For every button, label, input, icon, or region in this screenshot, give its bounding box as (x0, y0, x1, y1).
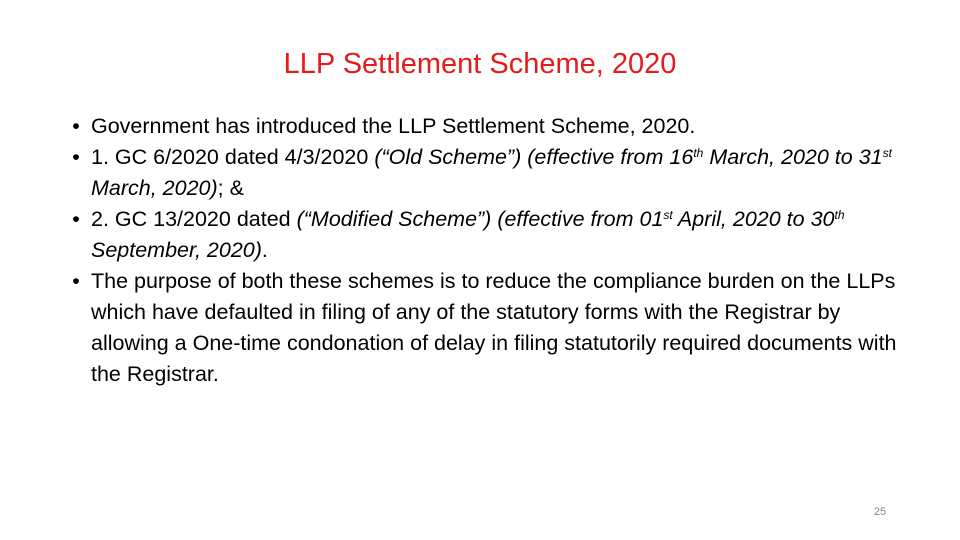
bullet-text: The purpose of both these schemes is to reduce the compliance burden on the LLPs which have defaulted in filing of any of the statutory forms with the Registrar by allowing a One-time condonation of delay in filing statutorily required documents with the Registrar. (91, 269, 897, 386)
ordinal-suffix: th (834, 208, 845, 222)
bullet-text-italic: (“Old Scheme”) (effective from 16 (374, 145, 694, 169)
bullet-item (60, 111, 910, 142)
bullet-item (60, 266, 910, 390)
bullet-text: . (261, 238, 268, 262)
bullet-text: 2. GC 13/2020 dated (91, 207, 297, 231)
ordinal-suffix: st (882, 146, 892, 160)
bullet-list (60, 111, 910, 390)
page-number: 25 (873, 506, 887, 518)
slide-title: LLP Settlement Scheme, 2020 (283, 48, 677, 80)
ordinal-suffix: st (663, 208, 673, 222)
bullet-item (60, 142, 910, 204)
bullet-marker: • (72, 207, 80, 231)
bullet-text-italic: March, 2020) (91, 176, 218, 200)
bullet-text-italic: September, 2020) (91, 238, 262, 262)
bullet-text: Government has introduced the LLP Settlement Scheme, 2020. (91, 114, 696, 138)
bullet-item (60, 204, 910, 266)
bullet-text-italic: March, 2020 to 31 (703, 145, 883, 169)
bullet-text: 1. GC 6/2020 dated 4/3/2020 (91, 145, 375, 169)
ordinal-suffix: th (693, 146, 704, 160)
bullet-text-italic: April, 2020 to 30 (672, 207, 835, 231)
bullet-text: ; & (217, 176, 244, 200)
bullet-marker: • (72, 269, 80, 293)
bullet-text-italic: (“Modified Scheme”) (effective from 01 (296, 207, 664, 231)
bullet-marker: • (72, 145, 80, 169)
bullet-marker: • (72, 114, 80, 138)
